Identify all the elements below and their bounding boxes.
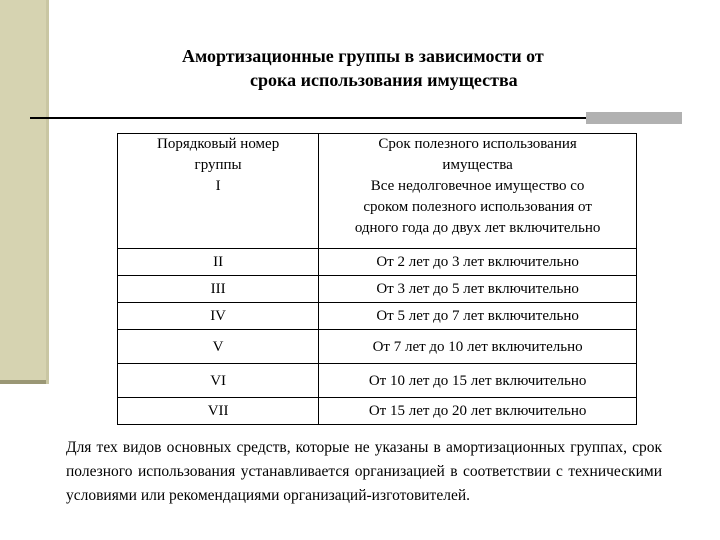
- table-row: [118, 398, 637, 425]
- header-text: имущества: [442, 157, 513, 173]
- footnote-text: Для тех видов основных средств, которые не указаны в амортизационных группах, срок полезного использования устанавливается организацией в соответствии с техническими условиями или рекомендациями организаций-изготовителей.: [66, 439, 662, 504]
- table-row: [118, 330, 637, 364]
- header-cell-group-number: [118, 134, 319, 177]
- table-row: [118, 276, 637, 303]
- header-cell-useful-life: [319, 134, 637, 177]
- title-divider: [30, 117, 678, 119]
- slide-title: [140, 44, 620, 92]
- slide-title-line-1: Амортизационные группы в зависимости от: [182, 46, 544, 66]
- term-cell: От 10 лет до 15 лет включительно: [319, 364, 637, 398]
- group-cell: IV: [118, 303, 319, 330]
- term-cell: От 3 лет до 5 лет включительно: [319, 276, 637, 303]
- table-header-row: [118, 134, 637, 177]
- table-row: [118, 364, 637, 398]
- table-row: [118, 249, 637, 276]
- group-cell: III: [118, 276, 319, 303]
- group-cell: V: [118, 330, 319, 364]
- term-text: сроком полезного использования от: [363, 199, 592, 215]
- term-text: одного года до двух лет включительно: [354, 220, 601, 236]
- group-cell: II: [118, 249, 319, 276]
- term-text: Все недолговечное имущество со: [370, 178, 585, 194]
- term-cell: [319, 176, 637, 249]
- header-text: Порядковый номер: [156, 136, 280, 152]
- group-cell: VII: [118, 398, 319, 425]
- group-cell: VI: [118, 364, 319, 398]
- decorative-side-bar: [0, 0, 46, 382]
- group-cell: [118, 176, 319, 249]
- title-divider-accent: [586, 112, 682, 124]
- header-text: группы: [194, 157, 242, 173]
- table-row: [118, 176, 637, 249]
- term-cell: От 2 лет до 3 лет включительно: [319, 249, 637, 276]
- term-cell: От 7 лет до 10 лет включительно: [319, 330, 637, 364]
- decorative-side-bar-shadow: [0, 380, 46, 384]
- decorative-side-bar-edge: [46, 0, 49, 384]
- header-text: Срок полезного использования: [378, 136, 577, 152]
- depreciation-groups-table: [117, 133, 637, 425]
- term-cell: От 5 лет до 7 лет включительно: [319, 303, 637, 330]
- term-cell: От 15 лет до 20 лет включительно: [319, 398, 637, 425]
- group-number: I: [215, 178, 221, 194]
- slide-title-line-2: срока использования имущества: [250, 70, 518, 90]
- table-row: [118, 303, 637, 330]
